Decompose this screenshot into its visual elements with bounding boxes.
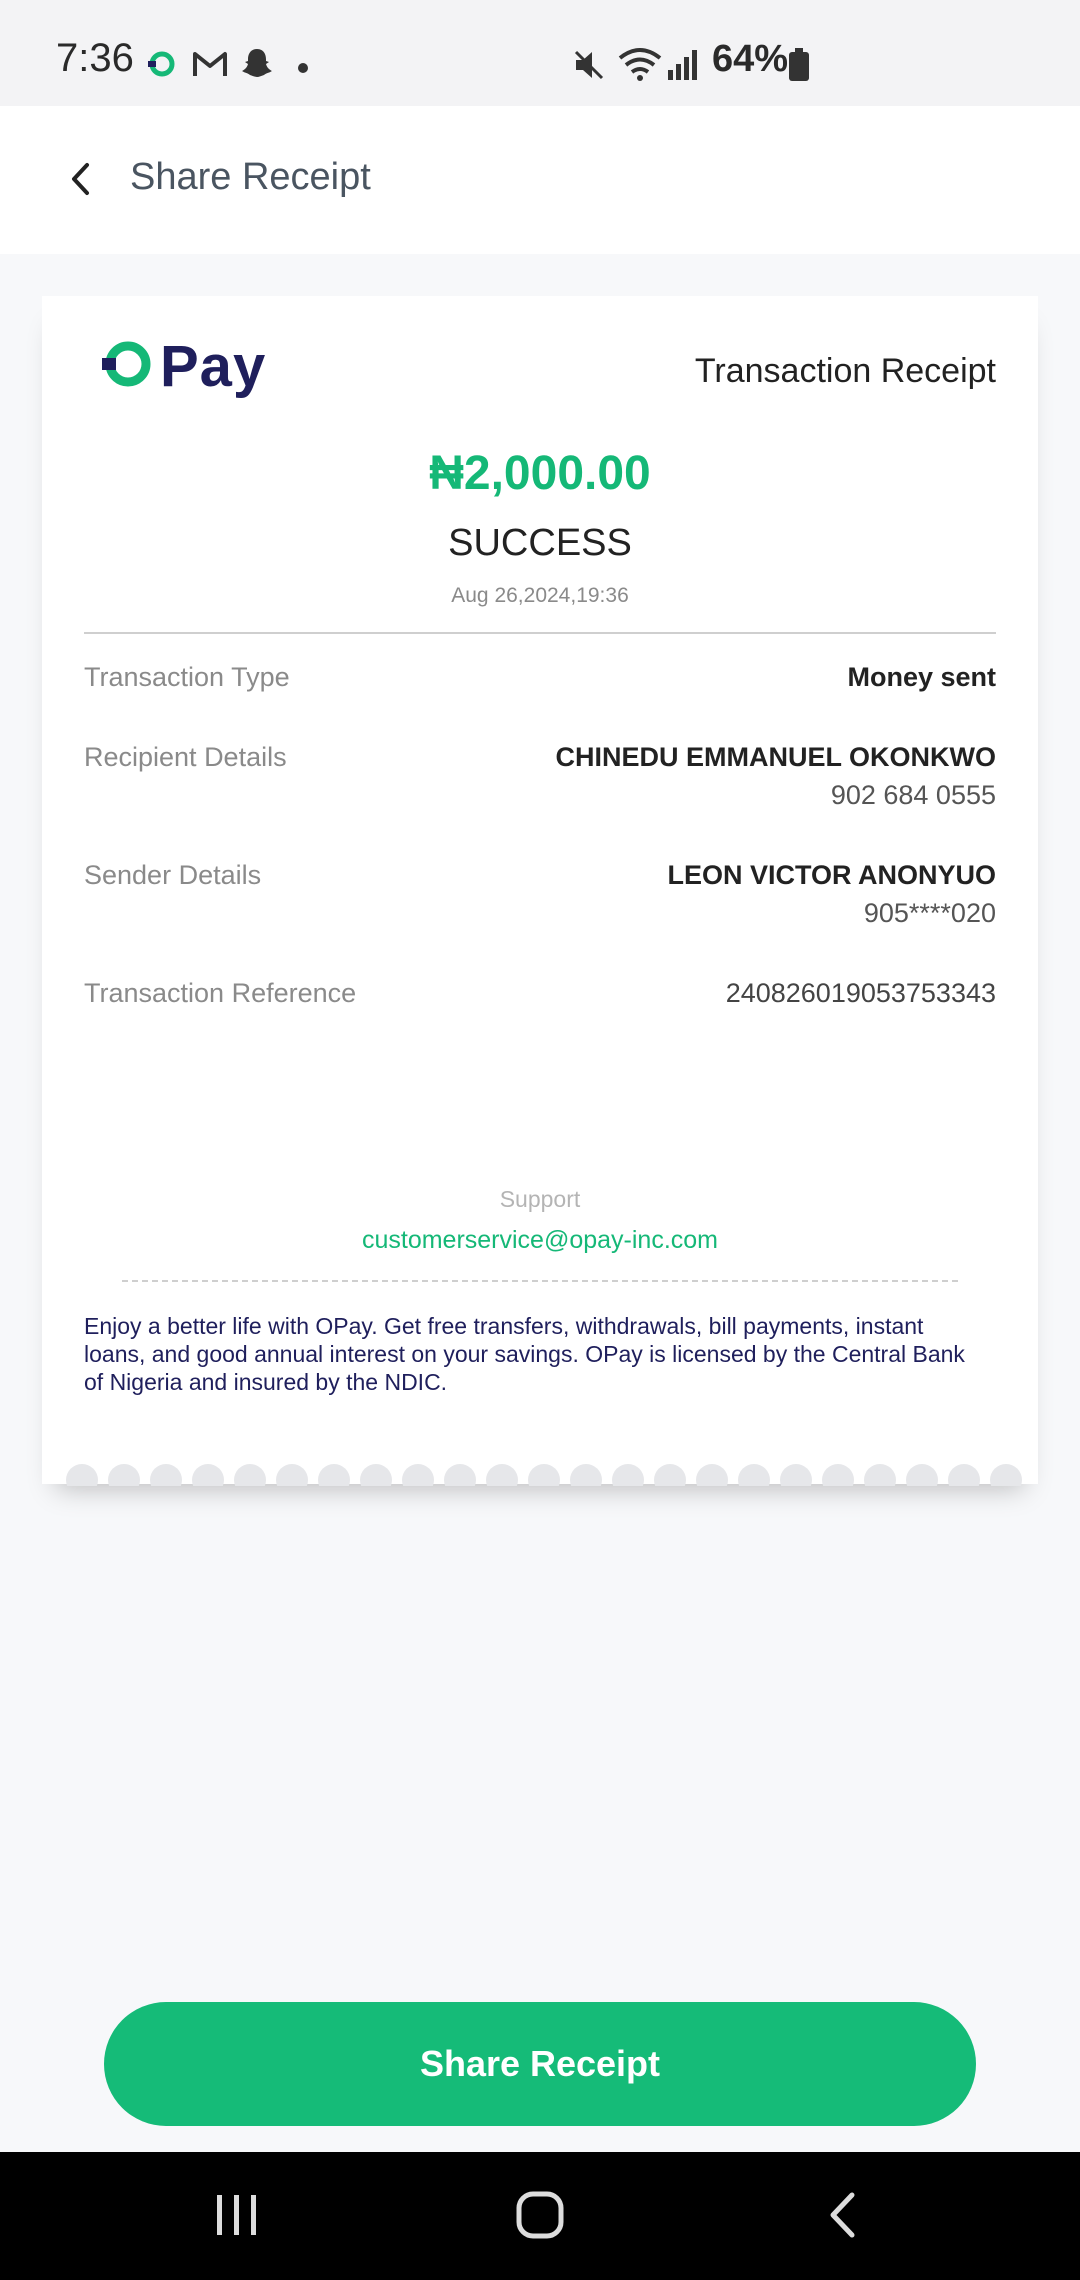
detail-label: Recipient Details [84,742,287,772]
navigation-bar [0,2152,1080,2280]
scallop [612,1464,644,1486]
chevron-left-icon [69,161,91,202]
disclaimer-text: Enjoy a better life with OPay. Get free transfers, withdrawals, bill payments, instant loans, and good annual interest on your savings. OPay is licensed by the Central Bank of Nigeria and insured by the NDIC. [84,1313,965,1395]
nav-back-button[interactable] [797,2182,887,2252]
scallop [150,1464,182,1486]
divider [84,632,996,634]
scallop [654,1464,686,1486]
scallop [990,1464,1022,1486]
detail-label: Sender Details [84,860,262,890]
back-arrow-icon [827,2191,857,2244]
scallop [528,1464,560,1486]
scallop [192,1464,224,1486]
dot-icon [298,60,308,78]
home-button[interactable] [495,2182,585,2252]
transaction-datetime: Aug 26,2024,19:36 [451,584,629,607]
snapchat-icon [240,46,274,85]
scallop [486,1464,518,1486]
scallop [864,1464,896,1486]
scallop [66,1464,98,1486]
recent-apps-button[interactable] [192,2182,282,2252]
scallop [906,1464,938,1486]
battery-icon [788,48,810,87]
scallop [444,1464,476,1486]
opay-ring-icon [148,50,176,83]
scallop [696,1464,728,1486]
scallop [570,1464,602,1486]
receipt-title: Transaction Receipt [694,352,996,390]
status-time: 7:36 [56,36,134,80]
support-label: Support [499,1186,581,1212]
scallop [234,1464,266,1486]
scallop [276,1464,308,1486]
scallop [738,1464,770,1486]
detail-label: Transaction Type [84,662,290,692]
wifi-icon [618,46,662,87]
status-bar [0,0,1080,106]
transaction-amount: ₦2,000.00 [429,447,651,500]
app-header [0,106,1080,254]
receipt-card [42,296,1038,1484]
signal-icon [666,48,700,85]
battery-percentage: 64% [712,38,789,80]
gmail-icon [192,50,228,83]
transaction-reference: 240826019053753343 [725,978,996,1008]
opay-logo [102,333,267,399]
receipt-torn-edge [42,1464,1038,1486]
scallop [360,1464,392,1486]
opay-logo-ring-icon [102,338,154,395]
recipient-account: 902 684 0555 [830,780,996,810]
logo-text: Pay [160,333,267,399]
share-receipt-button[interactable]: Share Receipt [104,2002,976,2126]
scallop [780,1464,812,1486]
support-email-link[interactable]: customerservice@opay-inc.com [361,1226,719,1254]
dashed-divider [122,1280,958,1282]
page-title: Share Receipt [130,156,371,198]
back-button[interactable] [56,152,104,210]
scallop [108,1464,140,1486]
mute-icon [572,48,606,87]
detail-value: Money sent [847,662,996,692]
recipient-name: CHINEDU EMMANUEL OKONKWO [555,742,996,772]
scallop [318,1464,350,1486]
home-icon [515,2190,565,2245]
scallop [822,1464,854,1486]
sender-name: LEON VICTOR ANONYUO [667,860,996,890]
recent-apps-icon [214,2193,260,2242]
scallop [402,1464,434,1486]
scallop [948,1464,980,1486]
transaction-status: SUCCESS [448,522,632,564]
sender-account: 905****020 [863,898,996,928]
detail-label: Transaction Reference [84,978,357,1008]
